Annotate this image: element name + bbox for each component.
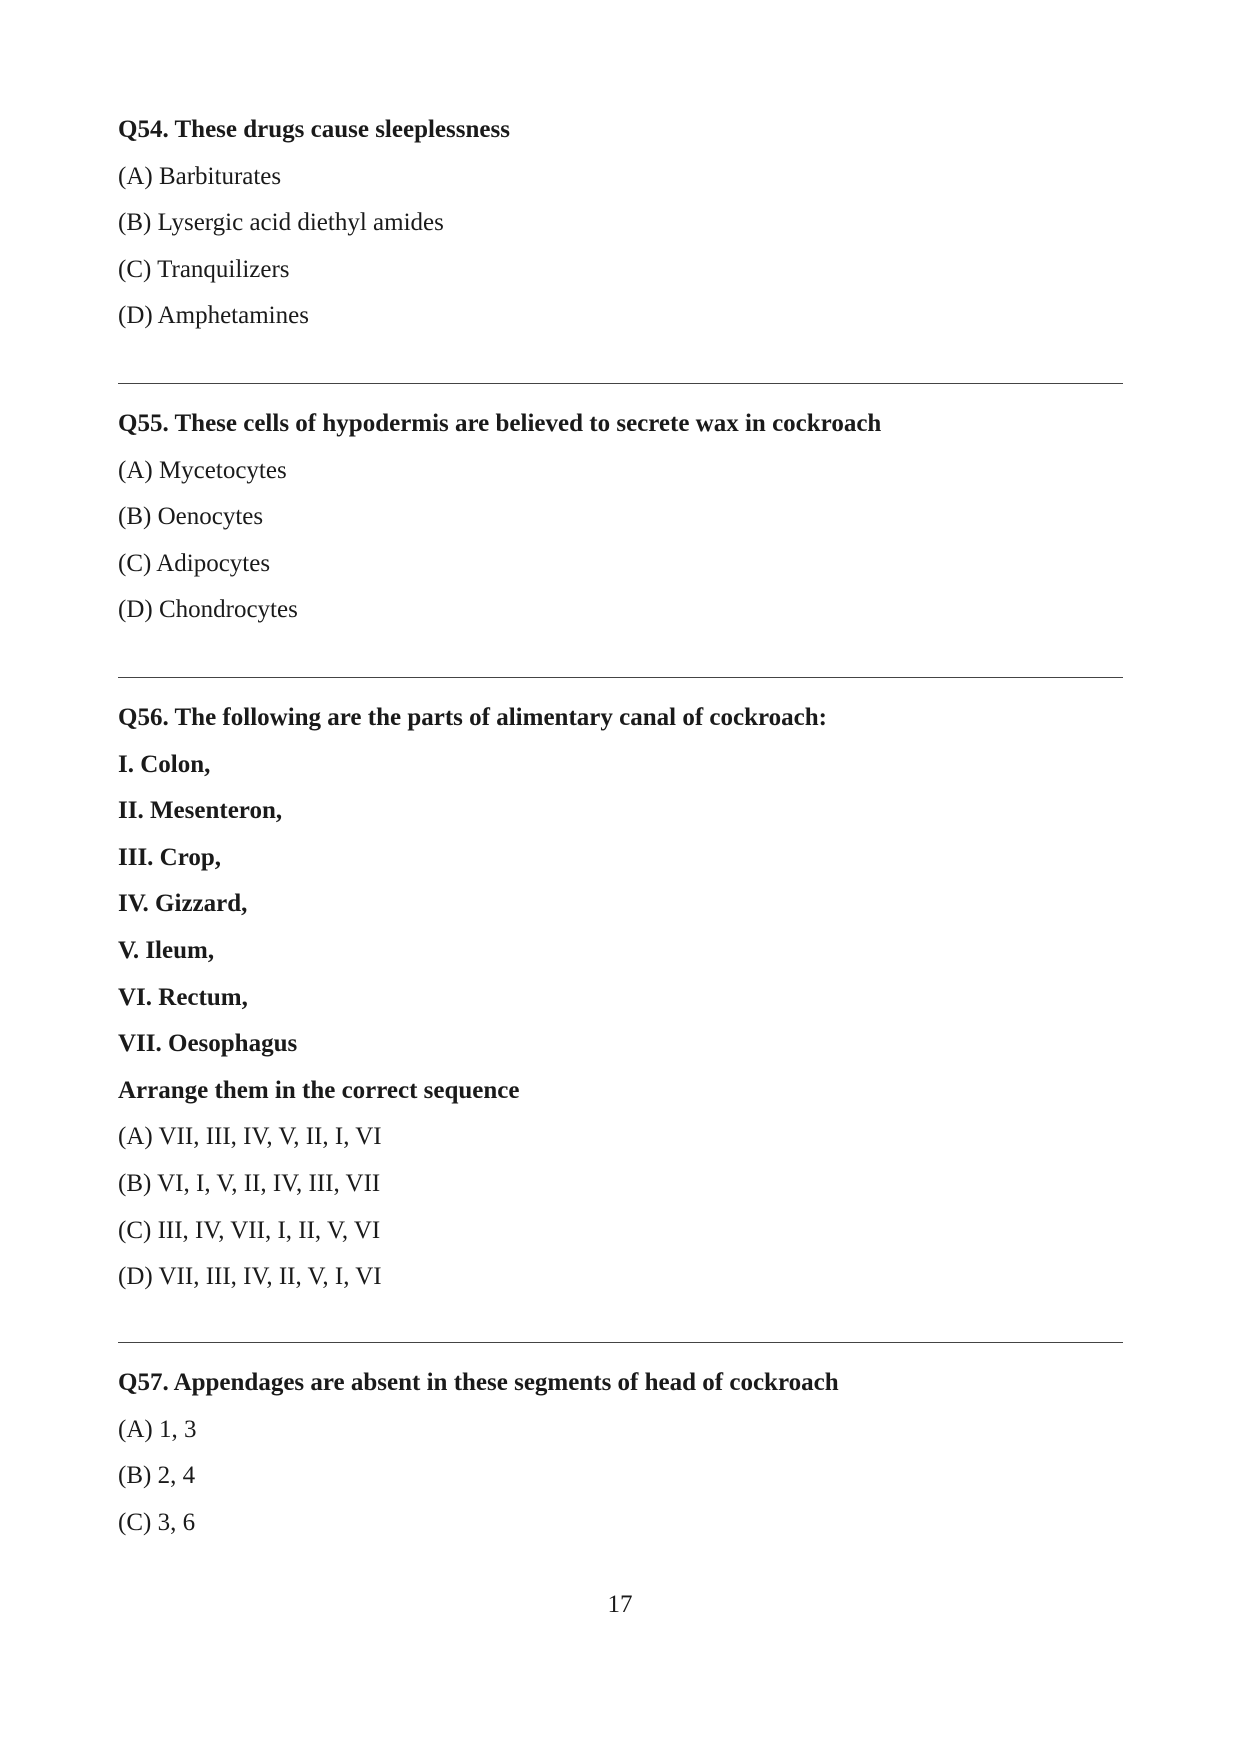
option-c: (C) Adipocytes bbox=[118, 549, 271, 577]
page-number: 17 bbox=[607, 1591, 633, 1618]
instruction-text: Arrange them in the correct sequence bbox=[118, 1076, 520, 1104]
question-57 bbox=[118, 1368, 1123, 1538]
option-b: (B) Oenocytes bbox=[118, 503, 264, 531]
question-54 bbox=[118, 115, 1123, 331]
option-a: (A) Barbiturates bbox=[118, 162, 282, 190]
question-title: Q54. These drugs cause sleeplessness bbox=[118, 116, 510, 143]
option-d: (D) VII, III, IV, II, V, I, VI bbox=[118, 1263, 382, 1291]
part-item: IV. Gizzard, bbox=[118, 890, 248, 918]
question-title: Q56. The following are the parts of alimentary canal of cockroach: bbox=[118, 704, 827, 731]
option-a: (A) Mycetocytes bbox=[118, 456, 287, 484]
option-a: (A) 1, 3 bbox=[118, 1415, 197, 1443]
question-title: Q55. These cells of hypodermis are believed to secrete wax in cockroach bbox=[118, 410, 882, 437]
option-a: (A) VII, III, IV, V, II, I, VI bbox=[118, 1123, 382, 1151]
option-c: (C) 3, 6 bbox=[118, 1508, 196, 1536]
part-item: II. Mesenteron, bbox=[118, 797, 283, 825]
option-d: (D) Amphetamines bbox=[118, 302, 309, 330]
question-56 bbox=[118, 703, 1123, 1292]
option-b: (B) 2, 4 bbox=[118, 1462, 196, 1490]
option-d: (D) Chondrocytes bbox=[118, 596, 298, 624]
divider bbox=[118, 1342, 1123, 1343]
divider bbox=[118, 677, 1123, 678]
part-item: V. Ileum, bbox=[118, 936, 215, 964]
option-c: (C) III, IV, VII, I, II, V, VI bbox=[118, 1216, 381, 1244]
part-item: I. Colon, bbox=[118, 750, 211, 778]
part-item: III. Crop, bbox=[118, 843, 222, 871]
option-b: (B) Lysergic acid diethyl amides bbox=[118, 209, 444, 237]
option-c: (C) Tranquilizers bbox=[118, 255, 290, 283]
question-55 bbox=[118, 409, 1123, 625]
part-item: VII. Oesophagus bbox=[118, 1030, 298, 1058]
question-title: Q57. Appendages are absent in these segments of head of cockroach bbox=[118, 1369, 839, 1396]
option-b: (B) VI, I, V, II, IV, III, VII bbox=[118, 1169, 381, 1197]
part-item: VI. Rectum, bbox=[118, 983, 248, 1011]
divider bbox=[118, 383, 1123, 384]
